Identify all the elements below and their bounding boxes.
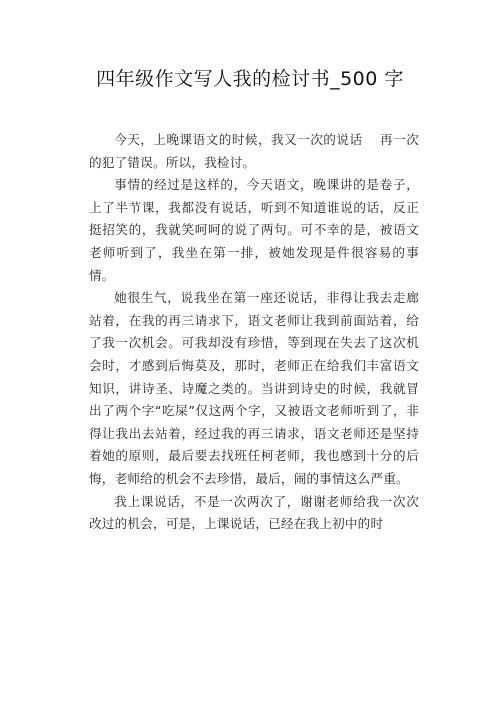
document-body xyxy=(89,129,419,536)
document-title: 四年级作文写人我的检讨书_500 字 xyxy=(96,68,404,90)
paragraph: 她很生气，说我坐在第一座还说话，非得让我去走廊站着，在我的再三请求下，语文老师让我到前面站着，给了我一次机会。可我却没有珍惜，等到现在失去了这次机会时，才感到后悔莫及，那时，老师正在给我们丰富语文知识，讲诗圣、诗魔之类的。当讲到诗史的时候，我就冒出了两个字“吃屎”仅这两个字，又被语文老师听到了，非得让我出去站着，经过我的再三请求，语文老师还是坚持着她的原则，最后要去找班任柯老师，我也感到十分的后悔，老师给的机会不去珍惜，最后，闹的事情这么严重。 xyxy=(89,290,419,486)
paragraph: 我上课说话，不是一次两次了，谢谢老师给我一次次改过的机会，可是，上课说话，已经在我上初中的时 xyxy=(89,493,419,532)
paragraph: 事情的经过是这样的，今天语文，晚课讲的是卷子，上了半节课，我都没有说话，听到不知道谁说的话，反正挺招笑的，我就笑呵呵的说了两句。可不幸的是，被语文老师听到了，我坐在第一排，被她发现是件很容易的事情。 xyxy=(89,177,419,283)
paragraph: 今天，上晚课语文的时候，我又一次的说话 再一次的犯了错误。所以，我检讨。 xyxy=(89,132,419,170)
